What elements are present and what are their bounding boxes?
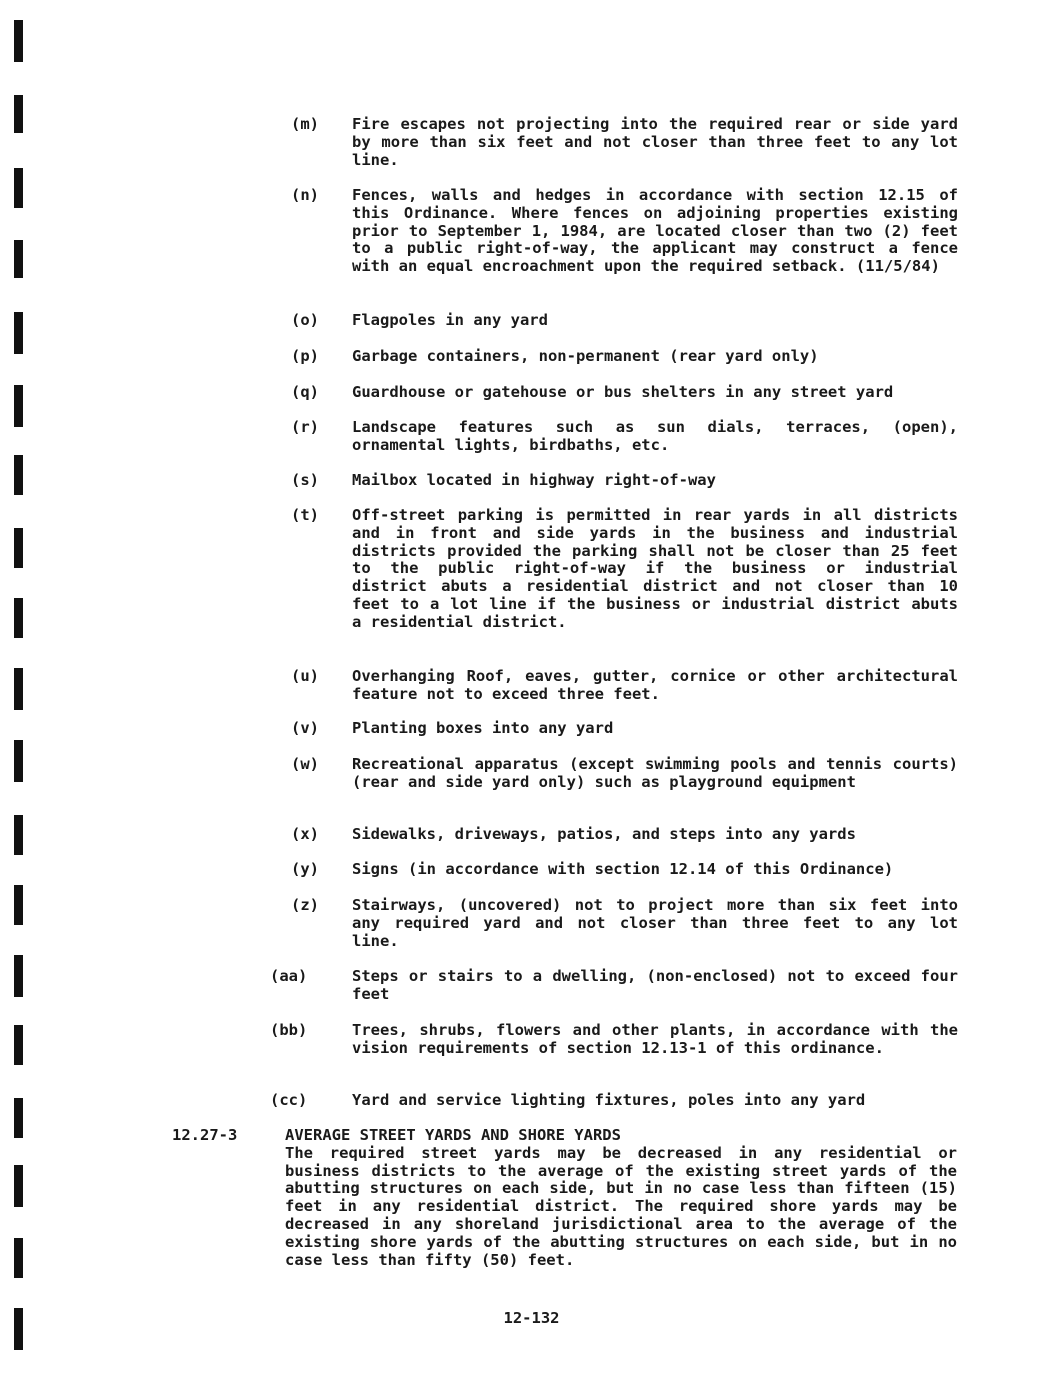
item-label: (aa) (270, 967, 308, 985)
item-text: Steps or stairs to a dwelling, (non-enclosed) not to exceed four feet (352, 967, 958, 1003)
binder-mark (14, 740, 23, 782)
item-label: (s) (291, 471, 319, 489)
binder-mark (14, 815, 23, 855)
item-text: Sidewalks, driveways, patios, and steps into any yards (352, 825, 856, 843)
item-text: Planting boxes into any yard (352, 719, 614, 737)
binder-mark (14, 240, 23, 278)
section-body: The required street yards may be decreased in any residential or business districts to the average of the existing street yards of the abutting structures on each side, but in no case less than fifteen (15) feet in any residential district. The required shore yards may be decreased in any shoreland jurisdictional area to the average of the existing shore yards of the abutting structures on each side, but in no case less than fifty (50) feet. (285, 1143, 957, 1269)
item-label: (r) (291, 418, 319, 436)
item-text: Signs (in accordance with section 12.14 of this Ordinance) (352, 860, 894, 878)
item-text: Yard and service lighting fixtures, poles into any yard (352, 1091, 866, 1109)
item-text: Fire escapes not projecting into the required rear or side yard by more than six feet and not closer than three feet to any lot line. (352, 115, 958, 169)
binder-mark (14, 95, 23, 133)
item-text: Recreational apparatus (except swimming pools and tennis courts) (rear and side yard only) such as playground equipment (352, 755, 958, 791)
section-heading: AVERAGE STREET YARDS AND SHORE YARDS (285, 1126, 621, 1144)
item-label: (w) (291, 755, 319, 773)
binder-mark (14, 312, 23, 354)
item-label: (v) (291, 719, 319, 737)
item-label: (o) (291, 311, 319, 329)
item-label: (n) (291, 186, 319, 204)
item-text: Mailbox located in highway right-of-way (352, 471, 716, 489)
binder-mark (14, 1025, 23, 1065)
item-label: (cc) (270, 1091, 308, 1109)
item-text: Off-street parking is permitted in rear yards in all districts and in front and side yards in the business and industrial districts provided the parking shall not be closer than 25 feet to the public right-of-way if the business or industrial district abuts a residential district and not closer than 10 feet to a lot line if the business or industrial district abuts a residential district. (352, 506, 958, 631)
item-label: (q) (291, 383, 319, 401)
item-text: Stairways, (uncovered) not to project more than six feet into any required yard and not closer than three feet to any lot line. (352, 896, 958, 950)
binder-marks (0, 0, 40, 1380)
binder-mark (14, 955, 23, 997)
section-number: 12.27-3 (172, 1126, 238, 1144)
binder-mark (14, 168, 23, 208)
item-label: (x) (291, 825, 319, 843)
binder-mark (14, 1238, 23, 1278)
item-label: (bb) (270, 1021, 308, 1039)
binder-mark (14, 885, 23, 925)
binder-mark (14, 455, 23, 495)
item-label: (z) (291, 896, 319, 914)
item-text: Trees, shrubs, flowers and other plants, in accordance with the vision requirements of section 12.13-1 of this ordinance. (352, 1021, 958, 1057)
binder-mark (14, 1165, 23, 1207)
item-label: (u) (291, 667, 319, 685)
item-label: (m) (291, 115, 319, 133)
binder-mark (14, 20, 23, 62)
binder-mark (14, 598, 23, 638)
binder-mark (14, 1098, 23, 1138)
item-label: (p) (291, 347, 319, 365)
binder-mark (14, 385, 23, 427)
item-text: Overhanging Roof, eaves, gutter, cornice or other architectural feature not to exceed three feet. (352, 667, 958, 703)
binder-mark (14, 668, 23, 710)
item-label: (t) (291, 506, 319, 524)
item-text: Guardhouse or gatehouse or bus shelters in any street yard (352, 383, 894, 401)
binder-mark (14, 528, 23, 568)
item-label: (y) (291, 860, 319, 878)
item-text: Flagpoles in any yard (352, 311, 548, 329)
item-text: Garbage containers, non-permanent (rear yard only) (352, 347, 819, 365)
item-text: Landscape features such as sun dials, terraces, (open), ornamental lights, birdbaths, etc. (352, 418, 958, 454)
item-text: Fences, walls and hedges in accordance with section 12.15 of this Ordinance. Where fences on adjoining properties existing prior to September 1, 1984, are located closer than two (2) feet to a public right-of-way, the applicant may construct a fence with an equal encroachment upon the required setback. (11/5/84) (352, 186, 958, 276)
page-number: 12-132 (503, 1309, 560, 1327)
